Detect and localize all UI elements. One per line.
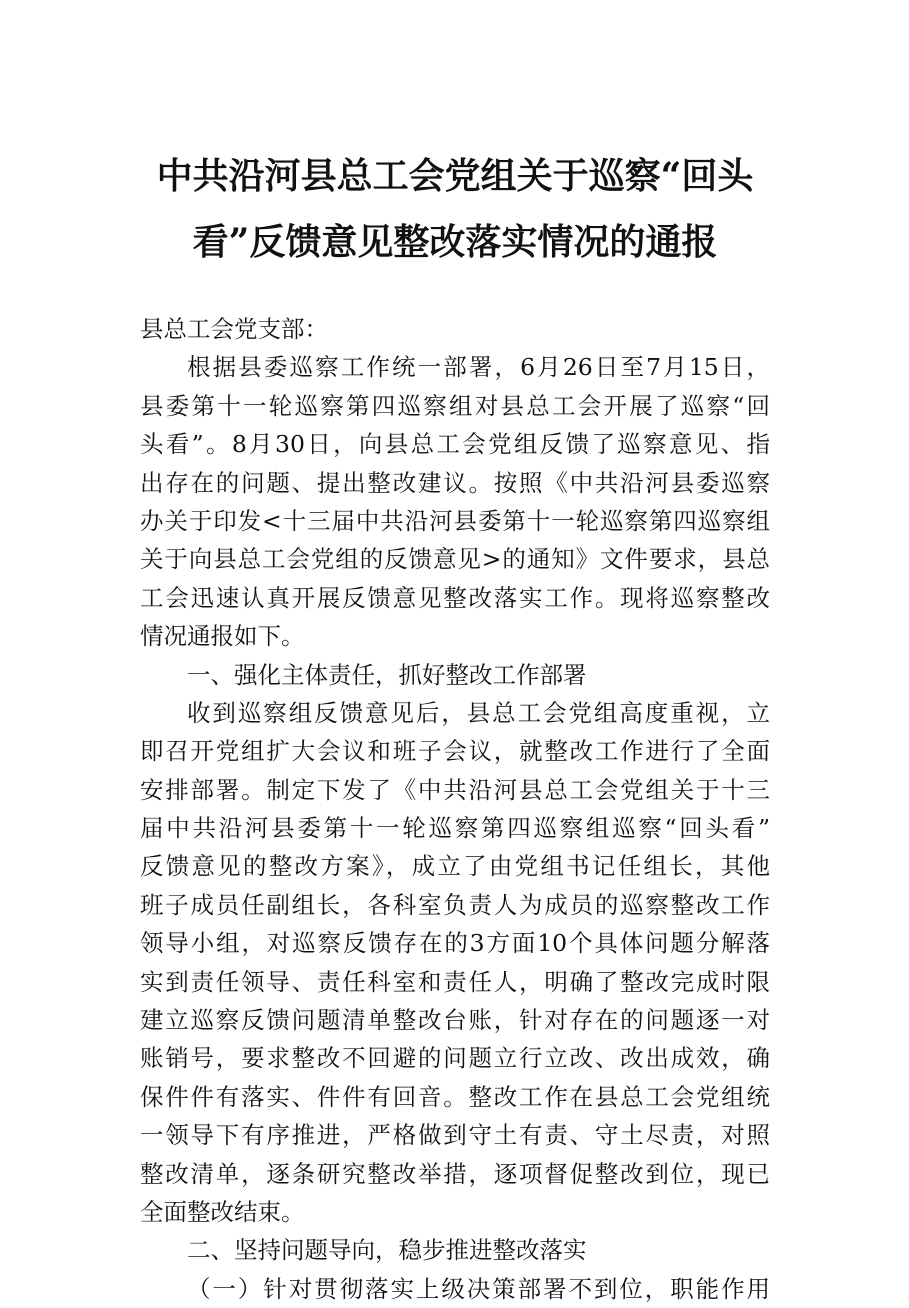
section-1-line: 安排部署。制定下发了《中共沿河县总工会党组关于十三 [140,775,770,804]
section-1-line: 实到责任领导、责任科室和责任人，明确了整改完成时限 [140,967,770,996]
intro-line: 办关于印发<十三届中共沿河县委第十一轮巡察第四巡察组 [140,506,770,535]
intro-line: 根据县委巡察工作统一部署，6月26日至7月15日， [187,353,770,382]
document-body [140,310,770,1308]
section-1-line: 整改清单，逐条研究整改举措，逐项督促整改到位，现已 [140,1159,770,1188]
document-title-line-1: 中共沿河县总工会党组关于巡察“回头 [156,155,754,197]
section-1-line: 届中共沿河县委第十一轮巡察第四巡察组巡察“回头看” [140,814,770,843]
section-1-heading: 一、强化主体责任，抓好整改工作部署 [187,660,587,689]
section-2-line: （一）针对贯彻落实上级决策部署不到位，职能作用 [187,1274,770,1303]
section-1-line: 收到巡察组反馈意见后，县总工会党组高度重视，立 [187,698,770,727]
section-1-line: 账销号，要求整改不回避的问题立行立改、改出成效，确 [140,1044,770,1073]
salutation: 县总工会党支部： [140,315,328,343]
section-2-heading: 二、坚持问题导向，稳步推进整改落实 [187,1236,587,1265]
intro-line: 头看”。8月30日，向县总工会党组反馈了巡察意见、指 [140,430,770,459]
intro-line: 情况通报如下。 [140,622,305,651]
document-title-line-2: 看”反馈意见整改落实情况的通报 [192,221,718,263]
section-1-line: 班子成员任副组长，各科室负责人为成员的巡察整改工作 [140,890,770,919]
section-1-line: 全面整改结束。 [140,1197,305,1226]
section-1-line: 一领导下有序推进，严格做到守土有责、守土尽责，对照 [140,1121,770,1150]
section-1-line: 建立巡察反馈问题清单整改台账，针对存在的问题逐一对 [140,1006,770,1035]
section-1-line: 保件件有落实、件件有回音。整改工作在县总工会党组统 [140,1082,770,1111]
section-1-line: 反馈意见的整改方案》，成立了由党组书记任组长，其他 [140,852,770,881]
section-1-line: 领导小组，对巡察反馈存在的3方面10个具体问题分解落 [140,929,770,958]
intro-line: 关于向县总工会党组的反馈意见>的通知》文件要求，县总 [140,545,770,574]
intro-line: 出存在的问题、提出整改建议。按照《中共沿河县委巡察 [140,468,770,497]
intro-line: 县委第十一轮巡察第四巡察组对县总工会开展了巡察“回 [140,391,770,420]
intro-line: 工会迅速认真开展反馈意见整改落实工作。现将巡察整改 [140,583,770,612]
section-1-line: 即召开党组扩大会议和班子会议，就整改工作进行了全面 [140,737,770,766]
